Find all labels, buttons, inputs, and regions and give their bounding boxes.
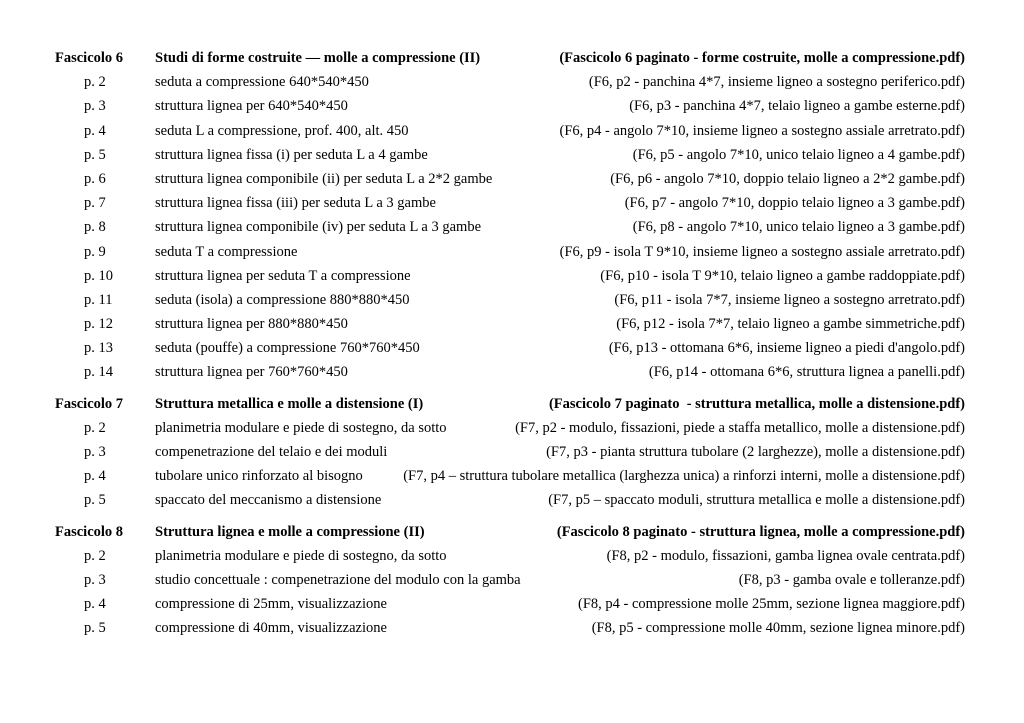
row-pdf-filename: (F7, p5 – spaccato moduli, struttura metallica e molle a distensione.pdf)	[548, 492, 965, 509]
page-row	[55, 488, 965, 512]
page-row	[55, 167, 965, 191]
row-description: struttura lignea componibile (ii) per seduta L a 2*2 gambe	[155, 170, 493, 187]
row-description: seduta a compressione 640*540*450	[155, 74, 369, 91]
section-pdf-filename: (Fascicolo 6 paginato - forme costruite, molle a compressione.pdf)	[559, 50, 965, 66]
page-row	[55, 544, 965, 568]
page-row	[55, 288, 965, 312]
page-row	[55, 264, 965, 288]
section-rows	[55, 70, 965, 384]
page-row	[55, 143, 965, 167]
row-description: compressione di 40mm, visualizzazione	[155, 620, 387, 637]
row-description: spaccato del meccanismo a distensione	[155, 492, 382, 509]
row-page-number: p. 5	[84, 492, 106, 509]
section-header-row	[55, 520, 965, 544]
row-pdf-filename: (F6, p13 - ottomana 6*6, insieme ligneo a piedi d'angolo.pdf)	[608, 340, 965, 357]
row-description: struttura lignea per 880*880*450	[155, 316, 348, 333]
row-description: tubolare unico rinforzato al bisogno	[155, 468, 363, 485]
page-row	[55, 360, 965, 384]
page-row	[55, 568, 965, 592]
row-description: struttura lignea per 640*540*450	[155, 98, 348, 115]
fascicolo-section	[55, 46, 965, 385]
row-pdf-filename: (F7, p2 - modulo, fissazioni, piede a staffa metallico, molle a distensione.pdf)	[515, 419, 965, 436]
page-row	[55, 215, 965, 239]
page-row	[55, 312, 965, 336]
row-pdf-filename: (F6, p2 - panchina 4*7, insieme ligneo a sostegno periferico.pdf)	[588, 74, 965, 91]
page-row	[55, 592, 965, 616]
page-row	[55, 119, 965, 143]
row-description: planimetria modulare e piede di sostegno, da sotto	[155, 547, 447, 564]
fascicolo-section	[55, 392, 965, 513]
row-page-number: p. 8	[84, 219, 106, 236]
row-page-number: p. 12	[84, 316, 113, 333]
page-row	[55, 191, 965, 215]
section-title: Struttura metallica e molle a distensione (I)	[155, 395, 424, 412]
document-body	[55, 46, 965, 641]
row-page-number: p. 2	[84, 547, 106, 564]
row-pdf-filename: (F6, p3 - panchina 4*7, telaio ligneo a gambe esterne.pdf)	[629, 98, 965, 115]
page-row	[55, 464, 965, 488]
row-pdf-filename: (F6, p7 - angolo 7*10, doppio telaio ligneo a 3 gambe.pdf)	[624, 195, 965, 212]
row-pdf-filename: (F6, p14 - ottomana 6*6, struttura lignea a panelli.pdf)	[648, 364, 965, 381]
fascicolo-section	[55, 520, 965, 641]
row-pdf-filename: (F6, p10 - isola T 9*10, telaio ligneo a gambe raddoppiate.pdf)	[600, 267, 965, 284]
row-description: seduta (pouffe) a compressione 760*760*450	[155, 340, 420, 357]
section-header-row	[55, 46, 965, 70]
page-row	[55, 440, 965, 464]
section-header-row	[55, 392, 965, 416]
row-pdf-filename: (F8, p5 - compressione molle 40mm, sezione lignea minore.pdf)	[591, 620, 965, 637]
section-pdf-filename: (Fascicolo 8 paginato - struttura lignea, molle a compressione.pdf)	[556, 523, 965, 540]
page-row	[55, 94, 965, 118]
row-page-number: p. 3	[84, 98, 106, 115]
row-page-number: p. 9	[84, 243, 106, 260]
row-description: compenetrazione del telaio e dei moduli	[155, 444, 388, 460]
row-page-number: p. 5	[84, 146, 106, 163]
row-description: seduta (isola) a compressione 880*880*450	[155, 291, 410, 308]
row-page-number: p. 6	[84, 170, 106, 187]
row-description: seduta L a compressione, prof. 400, alt. 450	[155, 122, 409, 139]
section-title: Studi di forme costruite — molle a compressione (II)	[155, 50, 481, 66]
row-pdf-filename: (F6, p9 - isola T 9*10, insieme ligneo a sostegno assiale arretrato.pdf)	[559, 243, 965, 260]
row-page-number: p. 3	[84, 571, 106, 588]
row-description: struttura lignea fissa (iii) per seduta L a 3 gambe	[155, 195, 436, 212]
row-page-number: p. 4	[84, 468, 106, 485]
row-description: struttura lignea fissa (i) per seduta L a 4 gambe	[155, 146, 428, 163]
row-pdf-filename: (F7, p3 - pianta struttura tubolare (2 larghezze), molle a distensione.pdf)	[546, 444, 965, 460]
row-page-number: p. 5	[84, 620, 106, 637]
section-label: Fascicolo 7	[55, 395, 124, 412]
row-description: studio concettuale : compenetrazione del modulo con la gamba	[155, 571, 521, 588]
row-description: struttura lignea per seduta T a compressione	[155, 267, 411, 284]
row-description: seduta T a compressione	[155, 243, 298, 260]
row-page-number: p. 10	[84, 267, 113, 284]
row-description: struttura lignea componibile (iv) per seduta L a 3 gambe	[155, 219, 482, 236]
section-label: Fascicolo 6	[55, 50, 124, 66]
page-row	[55, 616, 965, 640]
row-pdf-filename: (F6, p12 - isola 7*7, telaio ligneo a gambe simmetriche.pdf)	[616, 316, 965, 333]
row-pdf-filename: (F8, p3 - gamba ovale e tolleranze.pdf)	[738, 571, 965, 588]
row-description: struttura lignea per 760*760*450	[155, 364, 348, 381]
page-row	[55, 416, 965, 440]
row-pdf-filename: (F6, p8 - angolo 7*10, unico telaio ligneo a 3 gambe.pdf)	[632, 219, 965, 236]
row-pdf-filename: (F6, p4 - angolo 7*10, insieme ligneo a sostegno assiale arretrato.pdf)	[559, 122, 965, 139]
row-pdf-filename: (F6, p6 - angolo 7*10, doppio telaio ligneo a 2*2 gambe.pdf)	[610, 170, 965, 187]
row-page-number: p. 11	[84, 291, 113, 308]
row-page-number: p. 4	[84, 596, 106, 613]
section-pdf-filename: (Fascicolo 7 paginato - struttura metallica, molle a distensione.pdf)	[548, 395, 965, 412]
row-pdf-filename: (F8, p2 - modulo, fissazioni, gamba lignea ovale centrata.pdf)	[606, 547, 965, 564]
row-pdf-filename: (F6, p5 - angolo 7*10, unico telaio ligneo a 4 gambe.pdf)	[632, 146, 965, 163]
row-page-number: p. 3	[84, 444, 106, 460]
section-label: Fascicolo 8	[55, 523, 124, 540]
row-pdf-filename: (F8, p4 - compressione molle 25mm, sezione lignea maggiore.pdf)	[578, 596, 965, 613]
row-page-number: p. 2	[84, 74, 106, 91]
row-page-number: p. 7	[84, 195, 106, 212]
page-row	[55, 240, 965, 264]
row-page-number: p. 2	[84, 419, 106, 436]
page-row	[55, 336, 965, 360]
row-page-number: p. 14	[84, 364, 113, 381]
row-page-number: p. 4	[84, 122, 106, 139]
row-pdf-filename: (F6, p11 - isola 7*7, insieme ligneo a sostegno arretrato.pdf)	[614, 291, 965, 308]
row-pdf-filename: (F7, p4 – struttura tubolare metallica (larghezza unica) a rinforzi interni, molle a distensione.pdf)	[403, 468, 965, 485]
section-title: Struttura lignea e molle a compressione (II)	[155, 523, 425, 540]
section-rows	[55, 544, 965, 641]
section-rows	[55, 416, 965, 513]
row-description: planimetria modulare e piede di sostegno, da sotto	[155, 419, 447, 436]
row-page-number: p. 13	[84, 340, 113, 357]
page-row	[55, 70, 965, 94]
row-description: compressione di 25mm, visualizzazione	[155, 596, 387, 613]
